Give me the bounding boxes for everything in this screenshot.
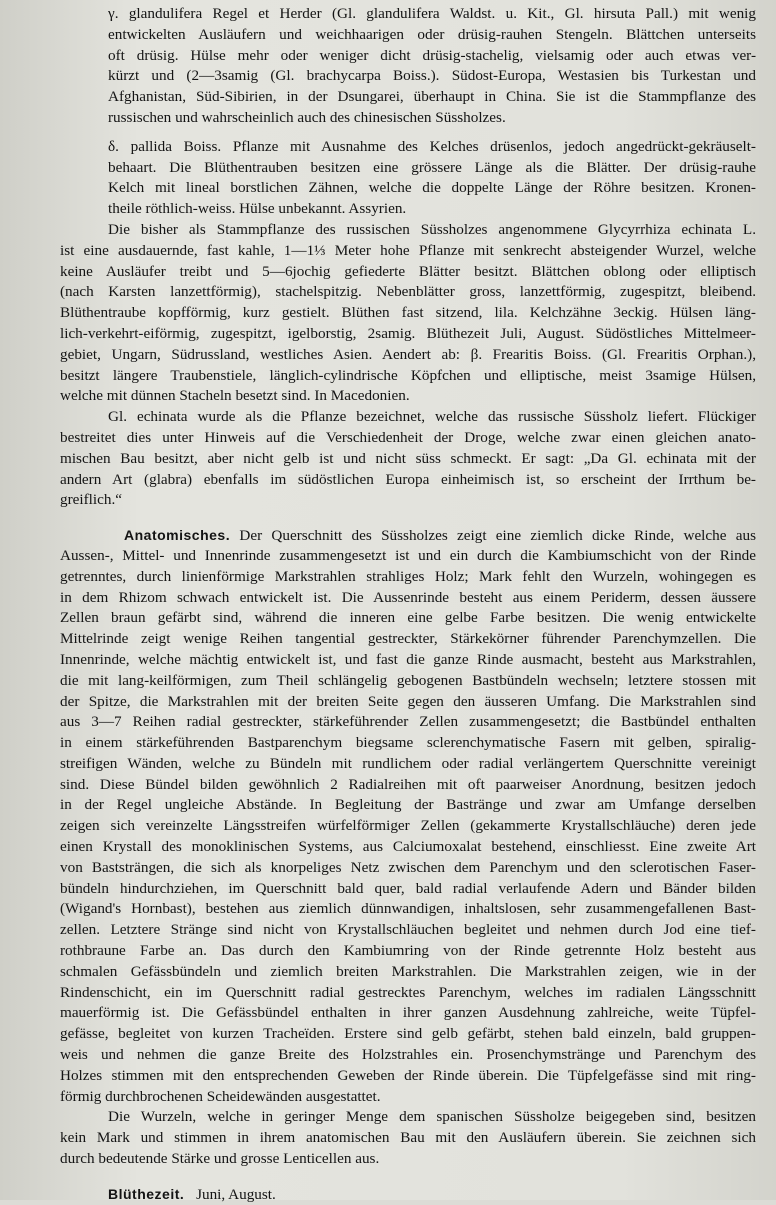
text-line: welche mit dünnen Stacheln besetzt sind. In Macedonien.: [60, 387, 410, 405]
text-line: Kelch mit lineal borstlichen Zähnen, welche die doppelte Länge der Röhre besitzen. Kronen-: [108, 179, 756, 197]
text-line: mauerförmig ist. Die Gefässbündel enthalten in ihrer ganzen Ausdehnung zahlreiche, weite Tüpfel-: [60, 1004, 756, 1022]
text-line: getrenntes, durch linienförmige Markstrahlen strahliges Holz; Mark fehlt den Wurzeln, wohingegen es: [60, 567, 756, 585]
text-line: bestreitet dies unter Hinweis auf die Verschiedenheit der Droge, welche zwar einen gleichen anato-: [60, 428, 756, 446]
text-line: in dem Rhizom schwach entwickelt ist. Die Aussenrinde besteht aus einem Periderm, dessen äussere: [60, 588, 756, 606]
text-line: Zellen braun gefärbt sind, während die inneren eine gelbe Farbe besitzen. Die wenig entwickelte: [60, 609, 756, 627]
text-line: Innenrinde, welche mächtig entwickelt ist, und fast die ganze Rinde ausmacht, besteht aus Markstrahlen,: [60, 650, 756, 668]
text-line: der Spitze, die Markstrahlen mit der breiten Seite gegen den äusseren Umfang. Die Markstrahlen sind: [60, 692, 756, 710]
text-line: rothbraune Farbe an. Das durch den Kambiumring von der Rinde getrennte Holz besteht aus: [60, 942, 756, 960]
echinata-paragraph: [60, 220, 756, 407]
text-line: kein Mark und stimmen in ihrem anatomischen Bau mit den Ausläufern überein. Sie zeichnen sich: [60, 1129, 756, 1147]
text-line: weis und nehmen die ganze Breite des Holzstrahles ein. Prosenchymstränge und Parenchym des: [60, 1046, 756, 1064]
text-line: gefässe, begleitet von kurzen Tracheïden. Erstere sind gelb gefärbt, stehen bald einzeln, bald gruppen-: [60, 1025, 756, 1043]
text-line: förmig durchbrochenen Scheidewänden ausgestattet.: [60, 1087, 381, 1105]
text-line: mischen Bau besitzt, aber nicht gelb ist und nicht süss schmeckt. Er sagt: „Da Gl. echinata mit der: [60, 449, 756, 467]
text-line: in der Regel ungleiche Abstände. In Begleitung der Bastränge und zwar am Umfange derselben: [60, 796, 756, 814]
text-line: greiflich.“: [60, 491, 122, 509]
text-line: behaart. Die Blüthentrauben besitzen eine grössere Länge als die Blätter. Der drüsig-rauhe: [108, 158, 756, 176]
text-line: entwickelten Ausläufern und weichhaarigen oder drüsig-rauhen Stengeln. Blättchen unterseits: [108, 25, 756, 43]
text-line: Die bisher als Stammpflanze des russischen Süssholzes angenommene Glycyrrhiza echinata L.: [108, 220, 756, 238]
text-line: in einem stärkeführenden Bastparenchym biegsame sclerenchymatische Fasern mit gelben, spiralig-: [60, 734, 756, 752]
text-line: oft drüsig. Hülse mehr oder weniger dicht drüsig-stachelig, vielsamig oder auch etwas ver-: [108, 46, 756, 64]
text-line: andern Art (glabra) ebenfalls im südöstlichen Europa einheimisch ist, so erscheint der Irrthum be-: [60, 470, 756, 488]
text-line: russischen und wahrscheinlich auch des chinesischen Süssholzes.: [108, 108, 506, 126]
text-line: Blüthentraube kopfförmig, kurz gestielt. Blüthen fast sitzend, lila. Kelchzähne 3eckig. Hülsen läng-: [60, 304, 756, 322]
anatomy-first-line-text: Der Querschnitt des Süssholzes zeigt eine ziemlich dicke Rinde, welche aus: [239, 527, 756, 545]
text-line: einen Krystall des monoklinischen Systems, aus Calciumoxalat bestehend, einschliesst. Eine zweite Art: [60, 838, 756, 856]
bloom-line: [60, 1184, 756, 1205]
text-line: Mittelrinde zeigt wenige Reihen tangential gestreckter, Stärkekörner führender Parenchymzellen. Die: [60, 630, 756, 648]
text-line: Holzes stimmen mit den entsprechenden Geweben der Rinde überein. Die Tüpfelgefässe sind mit ring-: [60, 1066, 756, 1084]
text-line: Afghanistan, Süd-Sibirien, in der Dsungarei, überhaupt in China. Sie ist die Stammpflanze des: [108, 88, 756, 106]
text-line: von Baststrängen, die sich als knorpeliges Netz zwischen dem Parenchym und den sclerotischen Faser-: [60, 858, 756, 876]
text-line: lich-verkehrt-eiförmig, zugespitzt, igelborstig, 2samig. Blüthezeit Juli, August. Südöstliches Mittelmeer-: [60, 324, 756, 342]
text-line: kürzt und (2—3samig (Gl. brachycarpa Boiss.). Südost-Europa, Westasien bis Turkestan und: [108, 67, 756, 85]
text-line: zellen. Letztere Stränge sind nicht von Krystallschläuchen begleitet und nehmen durch Jod eine tief-: [60, 921, 756, 939]
text-line: besitzt längere Traubenstiele, länglich-cylindrische Köpfchen und elliptische, meist 3samige Hülsen,: [60, 366, 756, 384]
text-line: bündeln hindurchziehen, im Querschnitt bald quer, bald radial verlaufende Adern und Bänder bilden: [60, 879, 756, 897]
anatomy-heading: Anatomisches.: [124, 527, 231, 544]
variety-gamma-paragraph: [92, 4, 756, 129]
text-line: δ. pallida Boiss. Pflanze mit Ausnahme des Kelches drüsenlos, jedoch angedrückt-gekräuselt-: [108, 137, 756, 155]
text-line: γ. glandulifera Regel et Herder (Gl. glandulifera Waldst. u. Kit., Gl. hirsuta Pall.) mit wenig: [108, 5, 756, 22]
text-line: sind. Diese Bündel bilden gewöhnlich 2 Radialreihen mit oft paarweiser Anordnung, besitzen jedoch: [60, 775, 756, 793]
text-line: Die Wurzeln, welche in geringer Menge dem spanischen Süssholze beigegeben sind, besitzen: [108, 1108, 756, 1126]
text-line: Aussen-, Mittel- und Innenrinde zusammengesetzt ist und ein durch die Kambiumschicht von der Rinde: [60, 546, 756, 564]
text-line: Gl. echinata wurde als die Pflanze bezeichnet, welche das russische Süssholz liefert. Flückiger: [108, 408, 756, 426]
text-line: streifigen Wänden, welche zu Bündeln mit rundlichem oder radial verlängertem Querschnitte vereinigt: [60, 754, 756, 772]
text-line: Rindenschicht, ein im Querschnitt radial gestrecktes Parenchym, welches im radialen Längsschnitt: [60, 983, 756, 1001]
flueckiger-paragraph: [60, 407, 756, 511]
bloom-heading: Blüthezeit.: [108, 1185, 185, 1202]
text-line: zeigen sich vereinzelte Längsstreifen würfelförmiger Zellen (gekammerte Krystallschläuche) deren jede: [60, 817, 756, 835]
bloom-text: Juni, August.: [196, 1185, 276, 1203]
roots-paragraph: [60, 1107, 756, 1169]
text-line: (Wigand's Hornbast), bestehen aus ziemlich dünnwandigen, inhaltslosen, sehr zusammengefallenen Bast-: [60, 900, 756, 918]
text-line: theile röthlich-weiss. Hülse unbekannt. Assyrien.: [108, 200, 407, 218]
text-line: keine Ausläufer treibt und 5—6jochig gefiederte Blätter besitzt. Blättchen oblong oder elliptisch: [60, 262, 756, 280]
text-line: schmalen Gefässbündeln und ziemlich breiten Markstrahlen. Die Markstrahlen zeigen, wie in der: [60, 962, 756, 980]
anatomy-first-line: [60, 525, 756, 546]
text-line: aus 3—7 Reihen radial gestreckter, stärkeführender Zellen zusammengesetzt; die Bastbündel enthalten: [60, 713, 756, 731]
bloom-section: [60, 1184, 756, 1205]
text-line: ist eine ausdauernde, fast kahle, 1—1⅓ Meter hohe Pflanze mit senkrecht absteigender Wurzel, welche: [60, 241, 756, 259]
anatomy-section: [60, 525, 756, 1107]
text-line: die mit lang-keilförmigen, zum Theil schlängelig gebogenen Bastbündeln wechseln; letztere stossen mit: [60, 671, 756, 689]
text-line: gebiet, Ungarn, Südrussland, westliches Asien. Aendert ab: β. Frearitis Boiss. (Gl. Frearitis Orphan.),: [60, 345, 756, 363]
text-line: (nach Karsten lanzettförmig), stachelspitzig. Nebenblätter gross, lanzettförmig, zugespitzt, bleibend.: [60, 283, 756, 301]
variety-delta-paragraph: [92, 137, 756, 220]
text-line: durch bedeutende Stärke und grosse Lenticellen aus.: [60, 1150, 380, 1168]
